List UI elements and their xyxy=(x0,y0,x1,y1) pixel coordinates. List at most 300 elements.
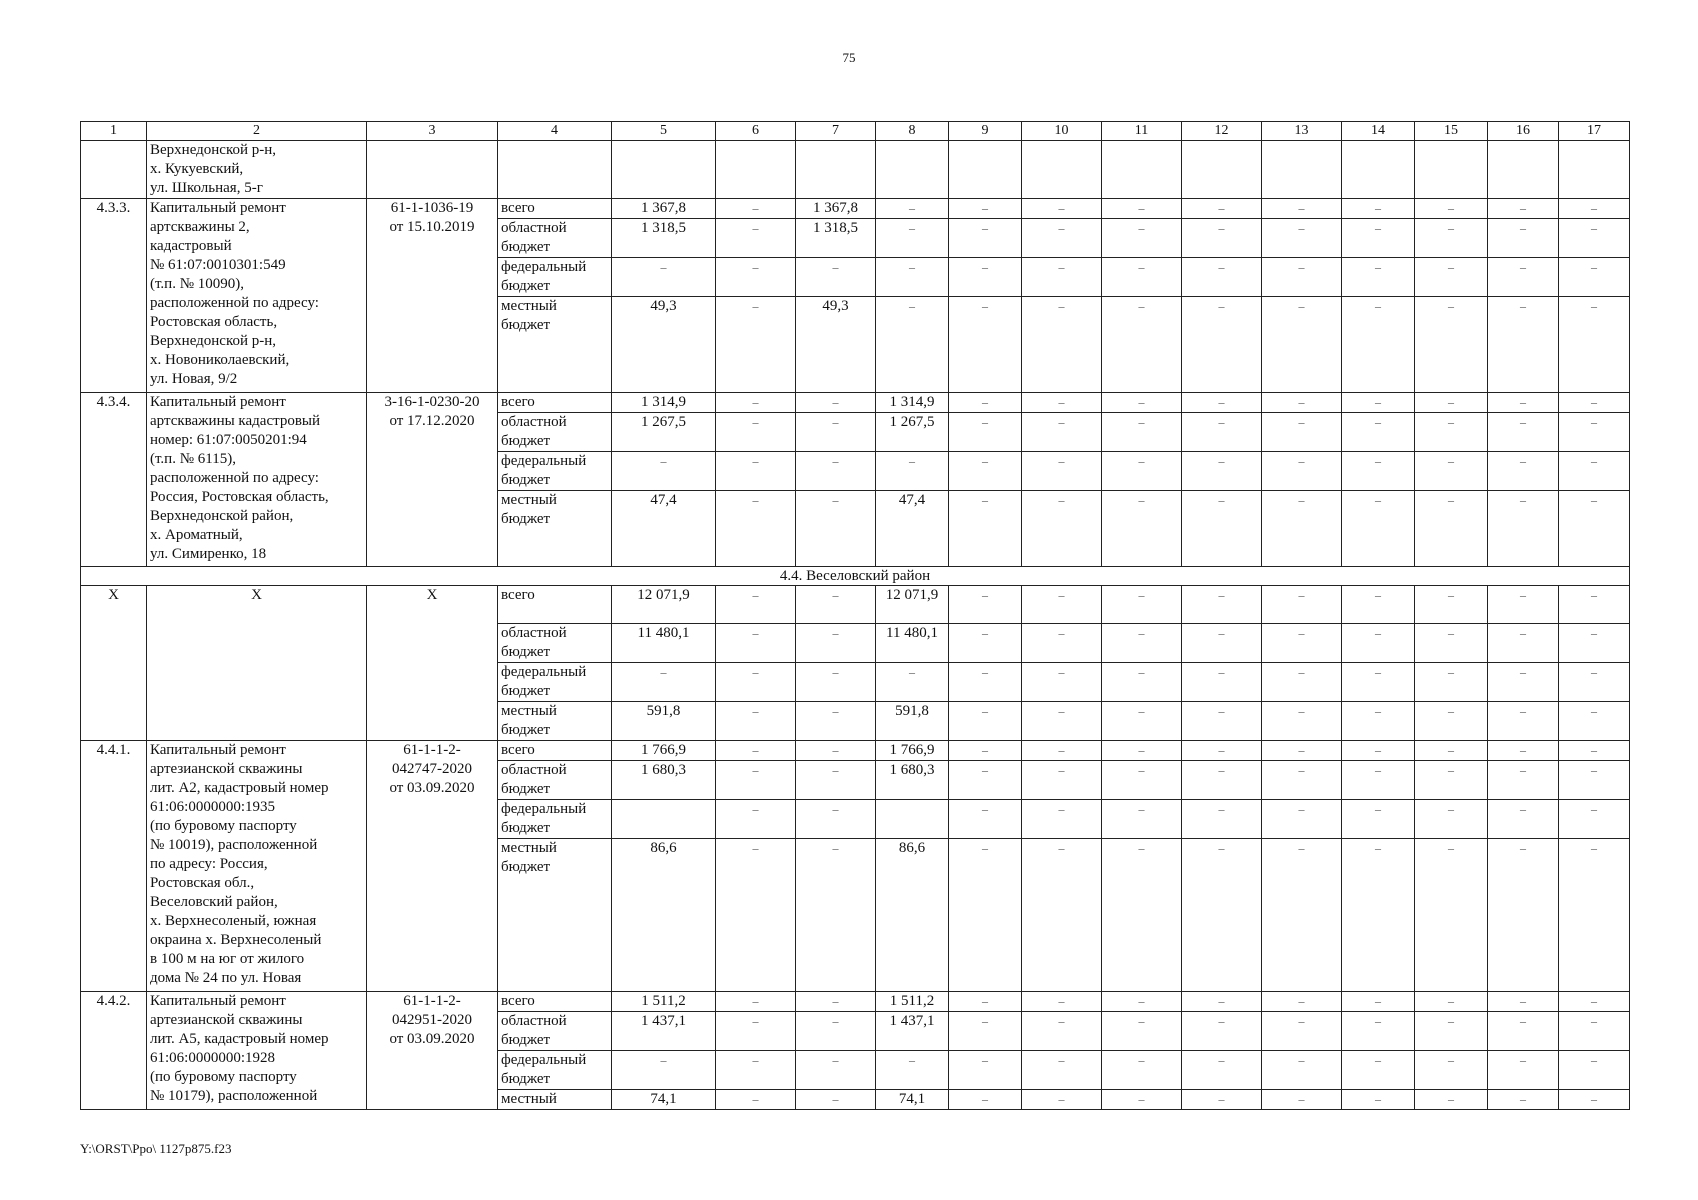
value-cell: – xyxy=(1182,702,1262,741)
value-cell: – xyxy=(1415,258,1488,297)
value-cell: – xyxy=(716,491,796,567)
value-cell: – xyxy=(1262,219,1342,258)
value-cell: 86,6 xyxy=(612,839,716,992)
value-cell xyxy=(612,141,716,199)
value-cell: – xyxy=(1182,586,1262,624)
value-cell: – xyxy=(1488,624,1559,663)
value-cell: – xyxy=(1022,663,1102,702)
value-cell xyxy=(612,800,716,839)
value-cell: – xyxy=(1262,491,1342,567)
value-cell: – xyxy=(1342,702,1415,741)
value-cell: – xyxy=(1102,219,1182,258)
value-cell: – xyxy=(1182,413,1262,452)
value-cell: – xyxy=(1488,219,1559,258)
funding-source: местный бюджет xyxy=(498,702,612,741)
value-cell xyxy=(1488,141,1559,199)
value-cell: – xyxy=(1342,839,1415,992)
value-cell xyxy=(949,141,1022,199)
value-cell: – xyxy=(1022,1090,1102,1110)
value-cell: – xyxy=(1102,741,1182,761)
value-cell: – xyxy=(796,491,876,567)
funding-source: областной бюджет xyxy=(498,1012,612,1051)
value-cell: – xyxy=(1559,297,1630,393)
value-cell: – xyxy=(1102,1090,1182,1110)
value-cell: – xyxy=(1342,741,1415,761)
value-cell: – xyxy=(1102,413,1182,452)
column-number-7: 7 xyxy=(796,122,876,141)
value-cell: – xyxy=(1415,1090,1488,1110)
column-number-15: 15 xyxy=(1415,122,1488,141)
value-cell: – xyxy=(1559,586,1630,624)
value-cell: – xyxy=(1488,1051,1559,1090)
value-cell: – xyxy=(716,393,796,413)
item-description: Верхнедонской р-н, х. Кукуевский, ул. Школьная, 5-г xyxy=(147,141,367,199)
value-cell: – xyxy=(1022,258,1102,297)
item-description: Капитальный ремонт артскважины 2, кадастровый № 61:07:0010301:549 (т.п. № 10090), расположенной по адресу: Ростовская область, Верхнедонской р-н, х. Новониколаевский, ул. Новая, 9/2 xyxy=(147,199,367,393)
value-cell: – xyxy=(1102,491,1182,567)
value-cell: – xyxy=(1559,199,1630,219)
value-cell: – xyxy=(949,219,1022,258)
value-cell: – xyxy=(1415,1051,1488,1090)
value-cell: – xyxy=(1415,586,1488,624)
value-cell: – xyxy=(716,452,796,491)
value-cell: – xyxy=(876,452,949,491)
value-cell: – xyxy=(1022,452,1102,491)
value-cell: – xyxy=(796,992,876,1012)
value-cell: – xyxy=(1342,219,1415,258)
value-cell: – xyxy=(1102,702,1182,741)
column-number-6: 6 xyxy=(716,122,796,141)
column-number-4: 4 xyxy=(498,122,612,141)
value-cell: – xyxy=(1102,992,1182,1012)
value-cell: – xyxy=(876,199,949,219)
value-cell: 1 511,2 xyxy=(612,992,716,1012)
value-cell: – xyxy=(1488,761,1559,800)
table-row xyxy=(81,393,1630,413)
value-cell: – xyxy=(1102,624,1182,663)
value-cell: – xyxy=(1262,586,1342,624)
value-cell: – xyxy=(1262,1051,1342,1090)
value-cell xyxy=(1102,141,1182,199)
value-cell: 49,3 xyxy=(612,297,716,393)
funding-source: федеральный бюджет xyxy=(498,1051,612,1090)
value-cell: 74,1 xyxy=(876,1090,949,1110)
value-cell: 11 480,1 xyxy=(876,624,949,663)
value-cell: – xyxy=(796,624,876,663)
value-cell: – xyxy=(796,839,876,992)
value-cell: 1 766,9 xyxy=(612,741,716,761)
value-cell: – xyxy=(1182,452,1262,491)
value-cell xyxy=(1342,141,1415,199)
value-cell: – xyxy=(1102,393,1182,413)
value-cell: – xyxy=(876,258,949,297)
value-cell: – xyxy=(1559,839,1630,992)
value-cell: – xyxy=(949,741,1022,761)
value-cell: – xyxy=(1022,1012,1102,1051)
value-cell: – xyxy=(1488,992,1559,1012)
value-cell: – xyxy=(796,413,876,452)
value-cell: – xyxy=(1182,258,1262,297)
funding-source: областной бюджет xyxy=(498,219,612,258)
value-cell: – xyxy=(949,663,1022,702)
value-cell: – xyxy=(716,663,796,702)
value-cell: – xyxy=(1415,702,1488,741)
funding-source: местный бюджет xyxy=(498,491,612,567)
value-cell: – xyxy=(1262,761,1342,800)
value-cell: – xyxy=(796,741,876,761)
value-cell: – xyxy=(796,452,876,491)
value-cell: – xyxy=(1559,452,1630,491)
budget-table xyxy=(80,121,1630,1110)
value-cell: – xyxy=(949,839,1022,992)
value-cell: – xyxy=(1488,199,1559,219)
value-cell: 11 480,1 xyxy=(612,624,716,663)
value-cell: – xyxy=(1342,1051,1415,1090)
value-cell: – xyxy=(1102,761,1182,800)
value-cell: – xyxy=(1182,839,1262,992)
value-cell: – xyxy=(1182,1090,1262,1110)
value-cell: – xyxy=(612,452,716,491)
value-cell: – xyxy=(1559,702,1630,741)
table-row xyxy=(81,141,1630,199)
value-cell: – xyxy=(1022,413,1102,452)
value-cell: – xyxy=(1559,258,1630,297)
value-cell: – xyxy=(1559,761,1630,800)
value-cell: – xyxy=(1559,800,1630,839)
value-cell: – xyxy=(949,1012,1022,1051)
value-cell: – xyxy=(796,1090,876,1110)
value-cell: – xyxy=(949,800,1022,839)
value-cell: 86,6 xyxy=(876,839,949,992)
value-cell: – xyxy=(1182,393,1262,413)
value-cell: – xyxy=(1102,663,1182,702)
value-cell: 1 314,9 xyxy=(612,393,716,413)
value-cell: – xyxy=(796,1051,876,1090)
item-number: Х xyxy=(81,586,147,741)
footer-file-path: Y:\ORST\Ppo\ 1127p875.f23 xyxy=(80,1141,232,1156)
value-cell: – xyxy=(949,297,1022,393)
column-number-5: 5 xyxy=(612,122,716,141)
funding-source: федеральный бюджет xyxy=(498,800,612,839)
item-description: Капитальный ремонт артезианской скважины лит. А2, кадастровый номер 61:06:0000000:1935 (по буровому паспорту № 10019), расположенной по адресу: Россия, Ростовская обл., Веселовский район, х. Верхнесоленый, южная окраина х. Верхнесоленый в 100 м на юг от жилого дома № 24 по ул. Новая xyxy=(147,741,367,992)
value-cell: – xyxy=(1182,1051,1262,1090)
table-row xyxy=(81,586,1630,624)
section-row xyxy=(81,567,1630,586)
value-cell: – xyxy=(1262,413,1342,452)
value-cell: 1 314,9 xyxy=(876,393,949,413)
value-cell: – xyxy=(1415,199,1488,219)
value-cell: – xyxy=(1559,624,1630,663)
item-description: Капитальный ремонт артезианской скважины лит. А5, кадастровый номер 61:06:0000000:1928 (по буровому паспорту № 10179), расположенной xyxy=(147,992,367,1110)
value-cell: – xyxy=(1022,1051,1102,1090)
value-cell: – xyxy=(1415,624,1488,663)
value-cell: – xyxy=(1262,663,1342,702)
value-cell: – xyxy=(796,393,876,413)
value-cell: – xyxy=(1182,663,1262,702)
value-cell: – xyxy=(1559,1090,1630,1110)
value-cell: – xyxy=(949,258,1022,297)
value-cell: – xyxy=(1488,297,1559,393)
value-cell: – xyxy=(1559,992,1630,1012)
value-cell xyxy=(796,141,876,199)
value-cell: – xyxy=(1559,393,1630,413)
value-cell: – xyxy=(1488,258,1559,297)
funding-source: всего xyxy=(498,741,612,761)
document-reference: 3-16-1-0230-20 от 17.12.2020 xyxy=(367,393,498,567)
value-cell: – xyxy=(1262,800,1342,839)
value-cell: – xyxy=(716,1051,796,1090)
value-cell: – xyxy=(1022,800,1102,839)
value-cell: – xyxy=(1022,839,1102,992)
value-cell: – xyxy=(1342,199,1415,219)
value-cell: – xyxy=(949,761,1022,800)
value-cell: – xyxy=(1262,624,1342,663)
value-cell: – xyxy=(1342,413,1415,452)
column-number-16: 16 xyxy=(1488,122,1559,141)
value-cell: – xyxy=(1022,219,1102,258)
value-cell: – xyxy=(949,992,1022,1012)
value-cell: – xyxy=(1559,413,1630,452)
value-cell: 12 071,9 xyxy=(876,586,949,624)
value-cell: – xyxy=(1022,491,1102,567)
value-cell: – xyxy=(1182,741,1262,761)
item-number: 4.3.3. xyxy=(81,199,147,393)
value-cell: – xyxy=(949,393,1022,413)
value-cell: – xyxy=(1415,839,1488,992)
table-row xyxy=(81,992,1630,1012)
funding-source: областной бюджет xyxy=(498,761,612,800)
value-cell: – xyxy=(1022,741,1102,761)
value-cell: – xyxy=(876,1051,949,1090)
value-cell: – xyxy=(716,413,796,452)
value-cell: – xyxy=(1559,491,1630,567)
value-cell: – xyxy=(876,663,949,702)
value-cell: – xyxy=(1415,491,1488,567)
funding-source: федеральный бюджет xyxy=(498,452,612,491)
value-cell: – xyxy=(1559,663,1630,702)
value-cell: 12 071,9 xyxy=(612,586,716,624)
value-cell: – xyxy=(1415,741,1488,761)
value-cell: – xyxy=(949,199,1022,219)
value-cell: 1 318,5 xyxy=(612,219,716,258)
column-number-13: 13 xyxy=(1262,122,1342,141)
value-cell: – xyxy=(1182,199,1262,219)
value-cell: – xyxy=(1415,452,1488,491)
value-cell: – xyxy=(1415,1012,1488,1051)
document-reference: 61-1-1-2- 042747-2020 от 03.09.2020 xyxy=(367,741,498,992)
value-cell: – xyxy=(1182,992,1262,1012)
value-cell: – xyxy=(1488,1090,1559,1110)
value-cell: – xyxy=(1262,297,1342,393)
funding-source: федеральный бюджет xyxy=(498,258,612,297)
value-cell: 591,8 xyxy=(876,702,949,741)
column-number-12: 12 xyxy=(1182,122,1262,141)
value-cell: – xyxy=(1488,452,1559,491)
value-cell: – xyxy=(1102,1051,1182,1090)
value-cell: – xyxy=(1102,586,1182,624)
value-cell: – xyxy=(1262,702,1342,741)
value-cell: 1 766,9 xyxy=(876,741,949,761)
value-cell: – xyxy=(1488,839,1559,992)
value-cell: – xyxy=(796,800,876,839)
value-cell: – xyxy=(716,219,796,258)
column-number-1: 1 xyxy=(81,122,147,141)
document-reference: 61-1-1-2- 042951-2020 от 03.09.2020 xyxy=(367,992,498,1110)
funding-source: всего xyxy=(498,199,612,219)
value-cell: – xyxy=(796,586,876,624)
value-cell: – xyxy=(796,702,876,741)
value-cell: – xyxy=(1262,452,1342,491)
value-cell: – xyxy=(612,1051,716,1090)
value-cell: – xyxy=(1342,992,1415,1012)
value-cell: – xyxy=(1415,413,1488,452)
table-row xyxy=(81,199,1630,219)
value-cell: – xyxy=(1342,258,1415,297)
value-cell: – xyxy=(949,1051,1022,1090)
value-cell: – xyxy=(1342,297,1415,393)
value-cell: – xyxy=(1262,1012,1342,1051)
value-cell: – xyxy=(1488,741,1559,761)
value-cell: – xyxy=(612,663,716,702)
value-cell xyxy=(716,141,796,199)
value-cell: – xyxy=(1415,219,1488,258)
item-number xyxy=(81,141,147,199)
value-cell: – xyxy=(949,586,1022,624)
value-cell: – xyxy=(1342,491,1415,567)
value-cell: 1 437,1 xyxy=(876,1012,949,1051)
value-cell: – xyxy=(1262,258,1342,297)
value-cell: – xyxy=(1488,800,1559,839)
value-cell xyxy=(1262,141,1342,199)
value-cell: – xyxy=(716,839,796,992)
value-cell: – xyxy=(1182,219,1262,258)
value-cell: 1 367,8 xyxy=(796,199,876,219)
value-cell: – xyxy=(1559,1051,1630,1090)
value-cell: – xyxy=(1022,393,1102,413)
value-cell: – xyxy=(1559,1012,1630,1051)
value-cell: 591,8 xyxy=(612,702,716,741)
value-cell: – xyxy=(716,586,796,624)
funding-source: всего xyxy=(498,992,612,1012)
value-cell: – xyxy=(1102,199,1182,219)
funding-source: федеральный бюджет xyxy=(498,663,612,702)
value-cell: – xyxy=(949,624,1022,663)
value-cell: – xyxy=(716,1090,796,1110)
value-cell: – xyxy=(1488,491,1559,567)
value-cell: – xyxy=(1559,219,1630,258)
value-cell: – xyxy=(1262,393,1342,413)
value-cell: – xyxy=(716,800,796,839)
column-number-2: 2 xyxy=(147,122,367,141)
value-cell: 74,1 xyxy=(612,1090,716,1110)
value-cell: 1 680,3 xyxy=(876,761,949,800)
value-cell: – xyxy=(716,297,796,393)
value-cell: – xyxy=(1342,761,1415,800)
value-cell: – xyxy=(796,663,876,702)
value-cell: – xyxy=(716,624,796,663)
value-cell: – xyxy=(1102,258,1182,297)
value-cell: – xyxy=(1022,199,1102,219)
value-cell: – xyxy=(716,741,796,761)
value-cell: – xyxy=(1415,800,1488,839)
value-cell: – xyxy=(1488,586,1559,624)
value-cell: – xyxy=(1342,624,1415,663)
funding-source: местный бюджет xyxy=(498,839,612,992)
funding-source: местный xyxy=(498,1090,612,1110)
value-cell: – xyxy=(949,1090,1022,1110)
value-cell: – xyxy=(1182,491,1262,567)
value-cell: 1 437,1 xyxy=(612,1012,716,1051)
value-cell: – xyxy=(796,258,876,297)
column-number-9: 9 xyxy=(949,122,1022,141)
value-cell: 47,4 xyxy=(612,491,716,567)
value-cell: – xyxy=(1415,297,1488,393)
value-cell xyxy=(1559,141,1630,199)
value-cell xyxy=(1022,141,1102,199)
column-number-14: 14 xyxy=(1342,122,1415,141)
funding-source: областной бюджет xyxy=(498,413,612,452)
funding-source: всего xyxy=(498,586,612,624)
column-number-8: 8 xyxy=(876,122,949,141)
value-cell: – xyxy=(1182,761,1262,800)
section-title: 4.4. Веселовский район xyxy=(81,567,1630,586)
value-cell: – xyxy=(1342,393,1415,413)
value-cell: – xyxy=(1182,624,1262,663)
value-cell: 1 267,5 xyxy=(612,413,716,452)
value-cell: – xyxy=(716,992,796,1012)
value-cell: – xyxy=(1262,992,1342,1012)
value-cell: – xyxy=(796,1012,876,1051)
value-cell: 1 680,3 xyxy=(612,761,716,800)
value-cell: – xyxy=(1262,1090,1342,1110)
value-cell: – xyxy=(1415,663,1488,702)
value-cell: – xyxy=(1415,761,1488,800)
value-cell: – xyxy=(1415,393,1488,413)
value-cell: – xyxy=(1182,297,1262,393)
column-number-3: 3 xyxy=(367,122,498,141)
value-cell xyxy=(876,800,949,839)
value-cell xyxy=(1415,141,1488,199)
value-cell: – xyxy=(1342,800,1415,839)
value-cell: – xyxy=(1262,199,1342,219)
value-cell: – xyxy=(1022,992,1102,1012)
item-number: 4.3.4. xyxy=(81,393,147,567)
value-cell: – xyxy=(1182,800,1262,839)
column-number-11: 11 xyxy=(1102,122,1182,141)
value-cell: – xyxy=(716,199,796,219)
funding-source xyxy=(498,141,612,199)
value-cell: – xyxy=(949,413,1022,452)
value-cell: – xyxy=(1488,413,1559,452)
value-cell: – xyxy=(949,702,1022,741)
value-cell: – xyxy=(1342,1090,1415,1110)
value-cell: – xyxy=(1022,624,1102,663)
value-cell: – xyxy=(949,452,1022,491)
column-number-10: 10 xyxy=(1022,122,1102,141)
item-number: 4.4.2. xyxy=(81,992,147,1110)
funding-source: местный бюджет xyxy=(498,297,612,393)
document-reference: 61-1-1036-19 от 15.10.2019 xyxy=(367,199,498,393)
value-cell: – xyxy=(716,258,796,297)
value-cell: – xyxy=(1488,393,1559,413)
value-cell: – xyxy=(1488,663,1559,702)
value-cell: 1 367,8 xyxy=(612,199,716,219)
table-row xyxy=(81,741,1630,761)
value-cell: – xyxy=(1488,1012,1559,1051)
value-cell: – xyxy=(1342,452,1415,491)
value-cell: – xyxy=(1022,761,1102,800)
value-cell: – xyxy=(716,761,796,800)
